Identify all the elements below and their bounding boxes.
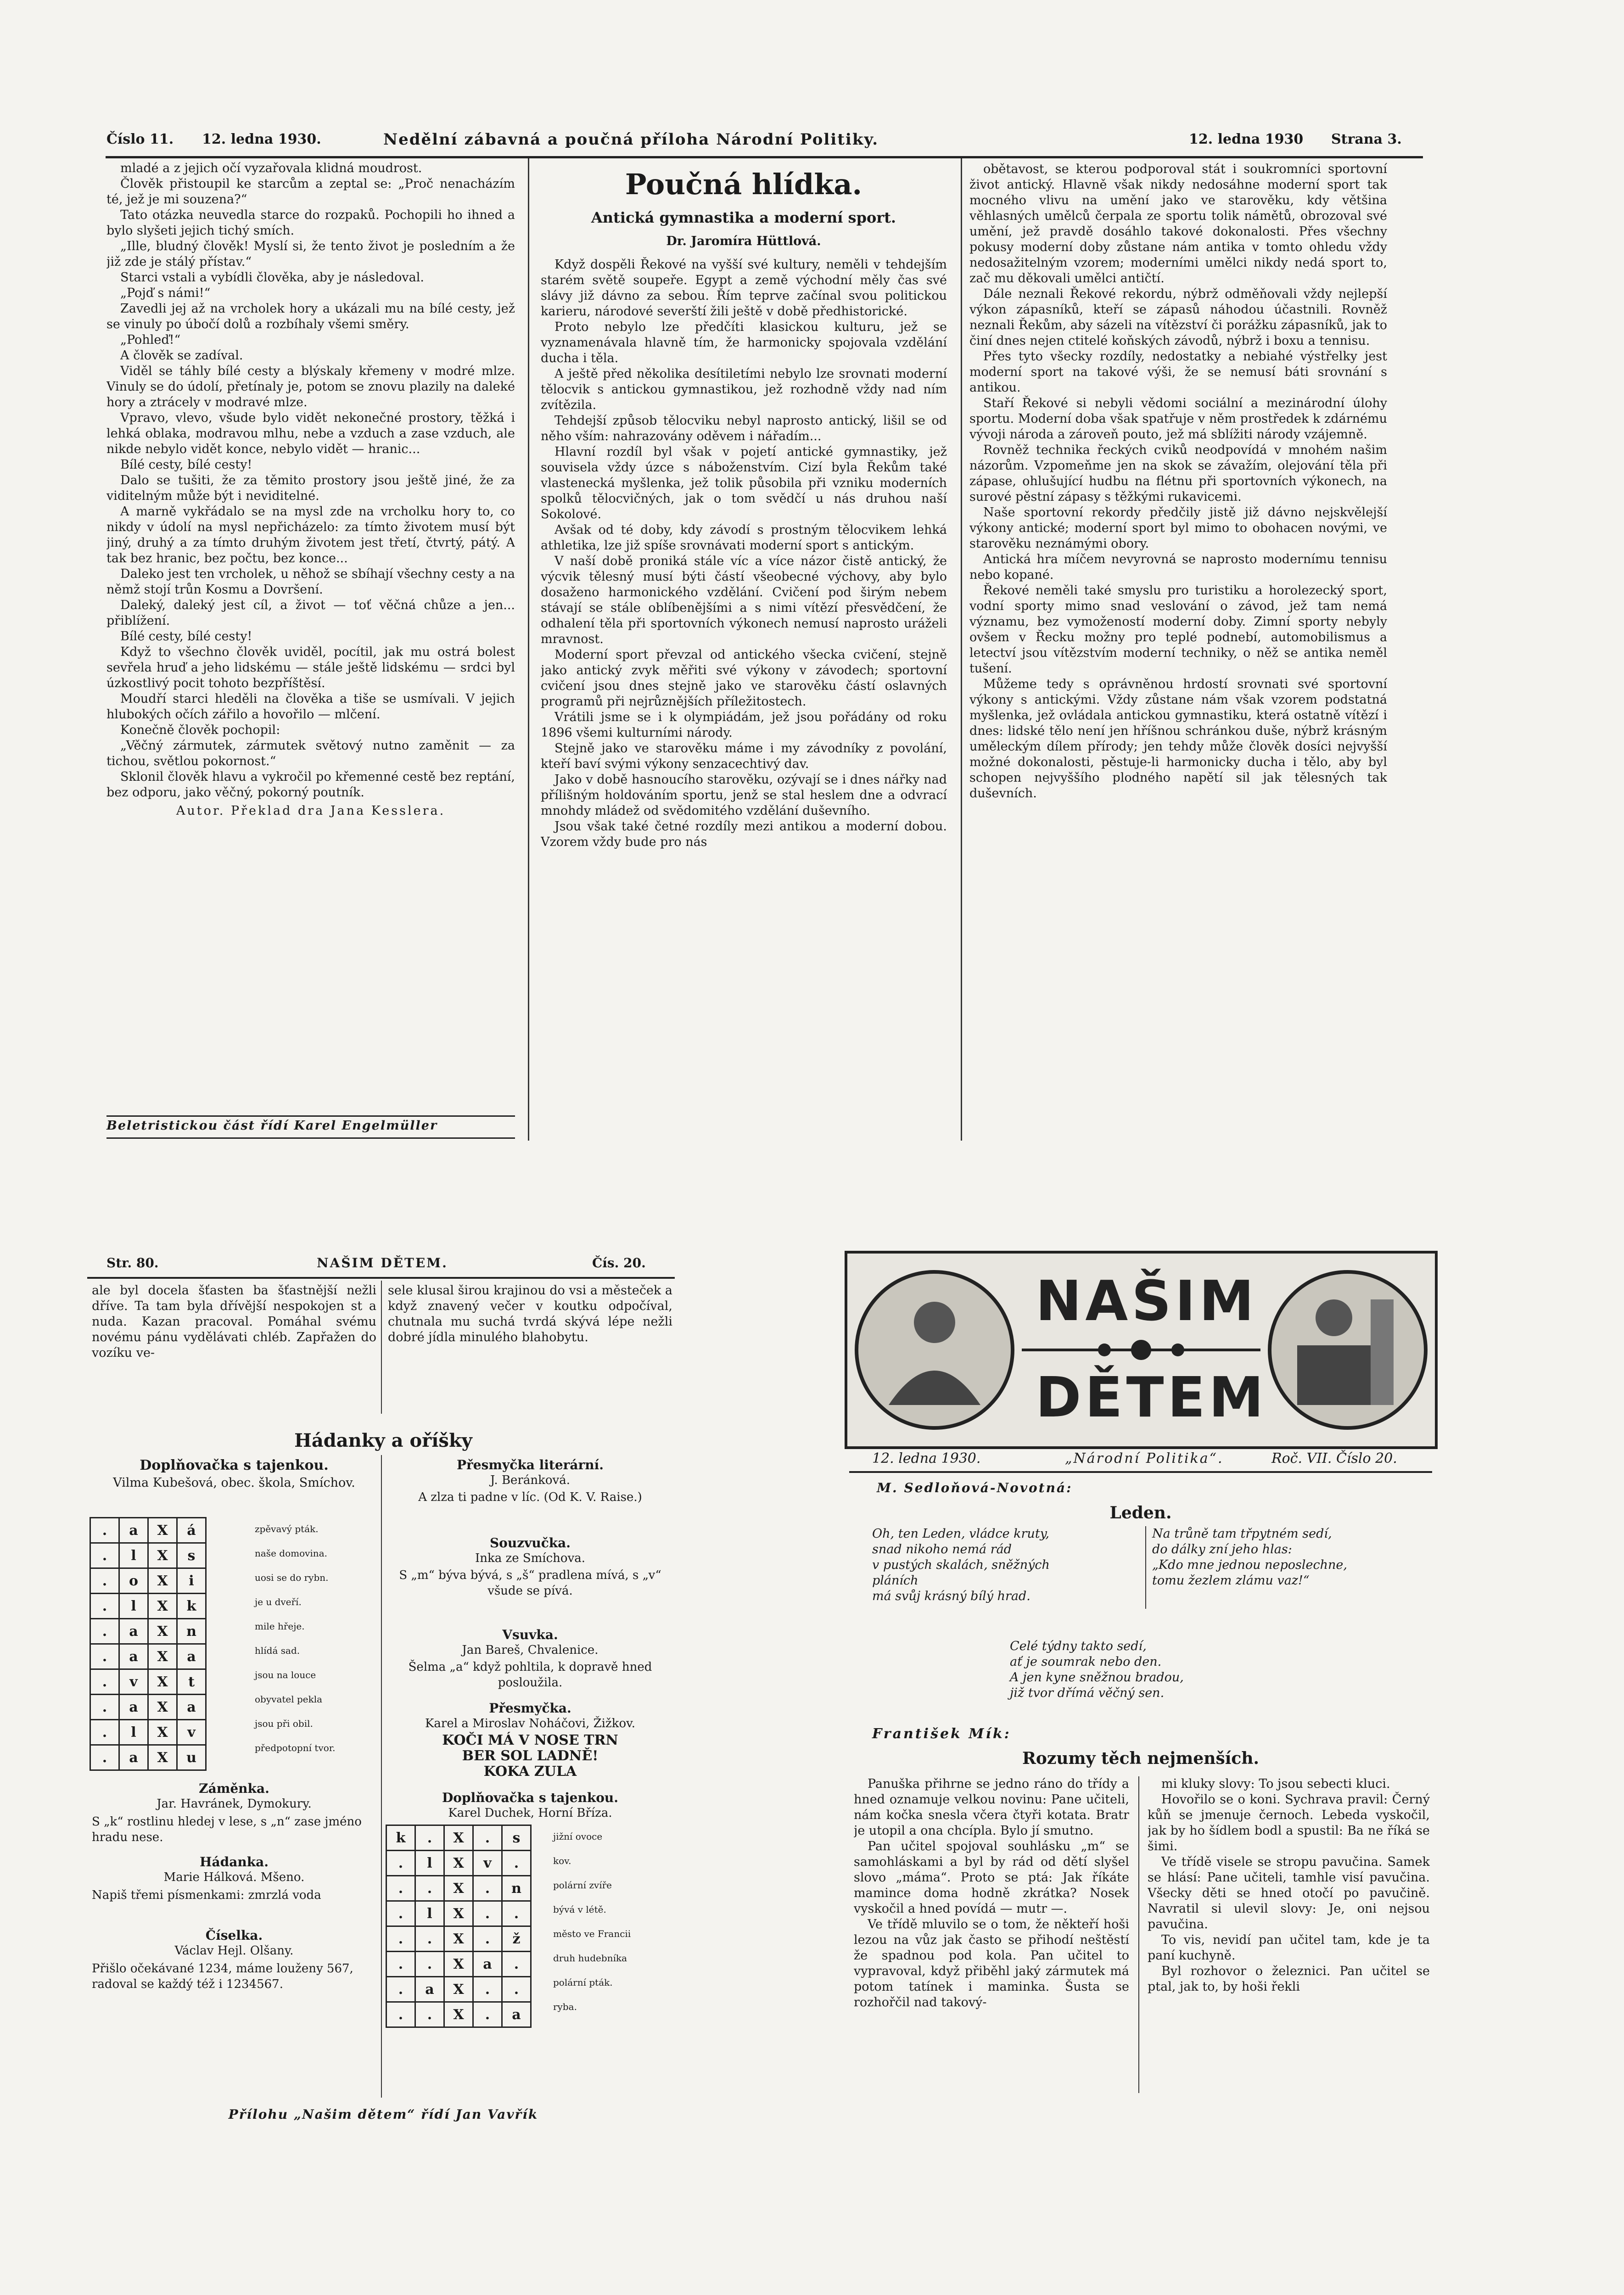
poem-line: A jen kyne sněžnou bradou, xyxy=(1010,1670,1184,1685)
grid-cell: a xyxy=(502,2002,531,2027)
grid-row xyxy=(386,1825,531,1851)
grid-clue: bývá v létě. xyxy=(553,1904,606,1915)
grid-cell: X xyxy=(148,1594,177,1619)
dopln2-labels xyxy=(553,1825,672,2019)
poem-line: tomu žezlem zlámu vaz!“ xyxy=(1152,1573,1310,1588)
dopln1-labels xyxy=(255,1517,374,1760)
grid-clue: kov. xyxy=(553,1855,571,1866)
grid-cell: . xyxy=(415,1825,444,1851)
grid-cell: . xyxy=(386,1926,415,1952)
grid-row xyxy=(90,1720,206,1745)
grid-cell: n xyxy=(177,1619,206,1644)
grid-cell: . xyxy=(473,1825,502,1851)
grid-cell: . xyxy=(90,1669,119,1695)
grid-clue: naše domovina. xyxy=(255,1548,327,1559)
grid-cell: v xyxy=(119,1669,148,1695)
grid-cell: . xyxy=(90,1543,119,1568)
vsuvka-text: Šelma „a“ když pohltila, k dopravě hned posloužila. xyxy=(408,1660,652,1690)
story-paragraph: Tato otázka neuvedla starce do rozpaků. Pochopili ho ihned a bylo slyšeti jejich tichý smích. xyxy=(106,208,515,238)
grid-cell: . xyxy=(415,1876,444,1901)
presmycka1-text: A zlza ti padne v líc. (Od K. V. Raise.) xyxy=(418,1490,642,1504)
grid-cell: . xyxy=(386,1851,415,1876)
grid-cell: o xyxy=(119,1568,148,1594)
grid-cell: . xyxy=(502,1977,531,2002)
grid-cell: X xyxy=(444,2002,473,2027)
poem-line: v pustých skalách, sněžných xyxy=(872,1558,1050,1572)
article-paragraph: Můžeme tedy s oprávněnou hrdostí srovnati své sportovní výkony s antickými. Vždy zůstane nám však vzorem podstatná myšlenka, jež ovládala antickou gymnastiku, která ostatně vítězí i dnes: lidské tělo není jen hříšnou schránkou duše, nýbrž krásným uměleckým dílem přírody; jen tehdy může člověk dosíci nejvyšší možné dokonalosti, pěstuje-li harmonicky ducha i tělo, aby byl schopen nejvyššího plodného napětí sil jak tělesných tak duševních. xyxy=(969,677,1387,800)
dopln1-grid-wrap xyxy=(90,1517,207,1771)
zamenka-title: Záměnka. xyxy=(199,1781,269,1796)
poem-line: snad nikoho nemá rád xyxy=(872,1542,1012,1556)
translator-credit: Autor. Překlad dra Jana Kesslera. xyxy=(176,804,446,818)
date-left: 12. ledna 1930. xyxy=(202,131,321,147)
article-paragraph: V naší době proniká stále víc a více názor čistě antický, že výcvik tělesný musí býti částí všeobecné výchovy, aby bylo dosaženo harmonického vzdělání. Cvičení pod širým nebem stávají se stále oblíbenějšími a s nimi vítězí přesvědčení, že odhalení těla při sportovních výkonech nemusí naprosto uráželi mravnost. xyxy=(541,554,947,646)
story-paragraph: Panuška přihrne se jedno ráno do třídy a hned oznamuje velkou novinu: Pane učiteli, nám kočka snesla včera čtyři kotata. Bratr je utopil a ona chcípla. Bylo jí smutno. xyxy=(854,1777,1129,1838)
grid-cell: . xyxy=(386,1952,415,1977)
grid-cell: k xyxy=(386,1825,415,1851)
grid-cell: X xyxy=(444,1901,473,1926)
story-paragraph: Bílé cesty, bílé cesty! xyxy=(120,458,252,472)
grid-cell: . xyxy=(473,1901,502,1926)
grid-row xyxy=(386,1926,531,1952)
zamenka-author: Jar. Havránek, Dymokury. xyxy=(157,1797,312,1811)
article-paragraph: A ještě před několika desítiletími nebylo lze srovnati moderní tělocvik s antickou gymnastikou, jež rozhodně vždy nad ním zvítězila. xyxy=(541,367,947,412)
riddles-title: Hádanky a oříšky xyxy=(294,1430,472,1451)
grid-cell: a xyxy=(473,1952,502,1977)
grid-cell: s xyxy=(177,1543,206,1568)
story-paragraph: Ve třídě visele se stropu pavučina. Samek se hlásí: Pane učiteli, tamhle visí pavučina. Všecky děti se hned otočí po pavučině. Navratil si ulevil slovy: Je, oni nejsou pavučina. xyxy=(1148,1855,1430,1931)
grid-cell: ž xyxy=(502,1926,531,1952)
grid-clue: je u dveří. xyxy=(255,1596,302,1607)
grid-cell: X xyxy=(148,1543,177,1568)
grid-cell: . xyxy=(90,1745,119,1770)
poem-line: Oh, ten Leden, vládce kruty, xyxy=(872,1527,1049,1541)
grid-cell: X xyxy=(444,1977,473,2002)
dopln2-grid xyxy=(386,1825,532,2028)
hadanka-text: Napiš třemi písmenkami: zmrzlá voda xyxy=(92,1888,321,1902)
grid-cell: . xyxy=(473,1926,502,1952)
story-paragraph: A marně vykřádalo se na mysl zde na vrcholku hory to, co nikdy v údolí na mysl nepřicházelo: za tímto životem musí být jiný, druhý a za tímto druhým životem jest třetí, čtvrtý, pátý. A tak bez hranic, bez počtu, bez konce... xyxy=(106,504,515,565)
divider-bottom-1 xyxy=(381,1281,382,1414)
grid-cell: a xyxy=(119,1695,148,1720)
grid-cell: X xyxy=(444,1952,473,1977)
kazan-continuation-mid: sele klusal širou krajinou do vsi a městeček a když znavený večer v koutku odpočíval, chutnala mu suchá tvrdá skývá lépe nežli dobré jídla minulého blahobytu. xyxy=(388,1283,672,1344)
bottom-section-title: NAŠIM DĚTEM. xyxy=(317,1255,448,1271)
poem-line: ať je soumrak nebo den. xyxy=(1010,1655,1162,1669)
story-paragraph: Daleko jest ten vrcholek, u něhož se sbíhají všechny cesty a na němž stojí trůn Kosmu a Dovršení. xyxy=(106,567,515,597)
grid-cell: . xyxy=(386,1901,415,1926)
grid-cell: X xyxy=(148,1644,177,1669)
grid-cell: u xyxy=(177,1745,206,1770)
grid-clue: obyvatel pekla xyxy=(255,1694,323,1705)
article-paragraph: Jsou však také četné rozdíly mezi antikou a moderní dobou. Vzorem vždy bude pro nás xyxy=(541,819,947,849)
dopln1-grid xyxy=(90,1517,207,1771)
article-paragraph: Řekové neměli také smyslu pro turistiku a horolezecký sport, vodní sporty mimo snad veslování o závod, jež tam nemá významu, bez vymožeností moderní doby. Zimní sporty nebyly ovšem v Řecku možny pro teplé podnebí, automobilismus a letectví jsou vítězstvím moderní techniky, o něž se antika neměl tušení. xyxy=(969,583,1387,676)
vsuvka-title: Vsuvka. xyxy=(502,1627,558,1642)
grid-row xyxy=(90,1644,206,1669)
grid-cell: . xyxy=(90,1695,119,1720)
grid-cell: . xyxy=(90,1568,119,1594)
grid-clue: jsou při obil. xyxy=(255,1718,313,1729)
poem-line: již tvor dřímá věčný sen. xyxy=(1010,1686,1165,1700)
grid-cell: t xyxy=(177,1669,206,1695)
grid-cell: a xyxy=(119,1619,148,1644)
grid-cell: v xyxy=(473,1851,502,1876)
article-paragraph: Když dospěli Řekové na vyšší své kultury, neměli v tehdejším starém světě soupeře. Egypt a země východní měly čas své slávy již dávno za sebou. Řím teprve začínal svou politickou karieru, národové severští žili ještě v době předhistorické. xyxy=(541,257,947,319)
poem-line: „Kdo mne jednou neposlechne, xyxy=(1152,1558,1347,1572)
nd-paper: „Národní Politika“. xyxy=(1065,1450,1224,1467)
grid-row xyxy=(90,1669,206,1695)
grid-cell: X xyxy=(148,1695,177,1720)
grid-row xyxy=(386,1977,531,2002)
grid-cell: l xyxy=(415,1851,444,1876)
grid-cell: X xyxy=(444,1926,473,1952)
grid-clue: mile hřeje. xyxy=(255,1621,305,1632)
grid-cell: . xyxy=(386,2002,415,2027)
grid-cell: a xyxy=(415,1977,444,2002)
cislice-author: Václav Hejl. Olšany. xyxy=(174,1944,294,1958)
poem-line: do dálky zní jeho hlas: xyxy=(1152,1542,1292,1556)
grid-cell: X xyxy=(444,1825,473,1851)
grid-cell: . xyxy=(415,1926,444,1952)
grid-row xyxy=(90,1594,206,1619)
grid-cell: á xyxy=(177,1518,206,1543)
article-paragraph: Avšak od té doby, kdy závodí s prostným tělocvikem lehká athletika, lze již spíše srovnávati moderní sport s antickým. xyxy=(541,523,947,553)
grid-row xyxy=(386,1876,531,1901)
story-paragraph: Starci vstali a vybídli člověka, aby je následoval. xyxy=(120,270,424,285)
grid-clue: město ve Francii xyxy=(553,1928,631,1939)
grid-clue: zpěvavý pták. xyxy=(255,1523,319,1534)
grid-cell: . xyxy=(502,1952,531,1977)
grid-clue: polární zvíře xyxy=(553,1880,612,1891)
story-paragraph: Byl rozhovor o železnici. Pan učitel se ptal, jak to, by hoši řekli xyxy=(1148,1964,1430,1994)
story-paragraph: „Pohleď!“ xyxy=(120,333,181,347)
grid-cell: X xyxy=(148,1669,177,1695)
story-paragraph: Pan učitel spojoval souhlásku „m“ se samohláskami a byl by rád od dětí slyšel slovo „máma“. Proto se ptá: Jak říkáte mamince doma hodně zkrátka? Nosek vyskočil a hned povídá — mutr —. xyxy=(854,1839,1129,1916)
grid-cell: . xyxy=(502,1851,531,1876)
grid-clue: ryba. xyxy=(553,2001,577,2012)
dopln2-grid-wrap xyxy=(386,1825,532,2028)
hadanka-author: Marie Hálková. Mšeno. xyxy=(163,1870,305,1884)
story2-author: František Mík: xyxy=(872,1726,1011,1742)
footer-credit: Přílohu „Našim dětem“ řídí Jan Vavřík xyxy=(228,2107,538,2122)
story2-divider xyxy=(1138,1776,1139,2093)
grid-cell: a xyxy=(119,1644,148,1669)
poucna-title: Poučná hlídka. xyxy=(625,168,862,201)
grid-clue: jižní ovoce xyxy=(553,1831,603,1842)
grid-clue: jsou na louce xyxy=(255,1669,316,1680)
date-right: 12. ledna 1930 xyxy=(1189,131,1304,147)
grid-cell: a xyxy=(119,1745,148,1770)
presmycka2-author: Karel a Miroslav Noháčovi, Žižkov. xyxy=(425,1717,635,1730)
story-left-bottom-rule-2 xyxy=(106,1137,515,1139)
grid-cell: i xyxy=(177,1568,206,1594)
story-paragraph: „Pojď s námi!“ xyxy=(120,286,211,300)
logo-word-top: NAŠIM xyxy=(1036,1270,1258,1333)
grid-row xyxy=(90,1568,206,1594)
nd-date: 12. ledna 1930. xyxy=(872,1450,981,1467)
story-paragraph: Člověk přistoupil ke starcům a zeptal se: „Proč nenacházím té, jež je mi souzena?“ xyxy=(106,177,515,207)
grid-row xyxy=(90,1518,206,1543)
story-paragraph: Moudří starci hleděli na člověka a tiše se usmívali. V jejich hlubokých očích zářilo a hovořilo — mlčení. xyxy=(106,692,515,722)
article-paragraph: Antická hra míčem nevyrovná se naprosto modernímu tennisu nebo kopané. xyxy=(969,552,1387,582)
divider-2 xyxy=(961,158,962,1141)
page-number: Strana 3. xyxy=(1331,131,1402,147)
story-paragraph: To vis, nevidí pan učitel tam, kde je ta paní kuchyně. xyxy=(1148,1933,1430,1963)
souzvucka-title: Souzvučka. xyxy=(489,1535,571,1551)
grid-cell: X xyxy=(148,1619,177,1644)
grid-row xyxy=(386,1952,531,1977)
bottom-issue-number: Čís. 20. xyxy=(592,1255,646,1271)
poem-line: Na trůně tam třpytném sedí, xyxy=(1152,1527,1332,1541)
story-paragraph: mladé a z jejich očí vyzařovala klidná moudrost. xyxy=(120,161,422,175)
poem-author: M. Sedloňová-Novotná: xyxy=(877,1480,1073,1495)
poem-divider xyxy=(1145,1526,1146,1609)
poucna-subtitle: Antická gymnastika a moderní sport. xyxy=(591,209,896,226)
souzvucka-text: S „m“ býva bývá, s „š“ pradlena mívá, s „v“ všude se pívá. xyxy=(399,1568,661,1598)
nd-volume: Roč. VII. Číslo 20. xyxy=(1271,1450,1397,1467)
story-paragraph: „Věčný zármutek, zármutek světový nutno zaměnit — za tichou, světlou pokornost.“ xyxy=(106,739,515,768)
story-paragraph: A člověk se zadíval. xyxy=(120,348,243,363)
story-paragraph: Dalo se tušiti, že za těmito prostory jsou ještě jiné, že za viditelným může být i neviditelné. xyxy=(106,473,515,503)
grid-cell: l xyxy=(415,1901,444,1926)
grid-clue: druh hudebníka xyxy=(553,1953,627,1964)
souzvucka-author: Inka ze Smíchova. xyxy=(475,1551,586,1565)
right-column xyxy=(969,162,1387,1139)
grid-cell: . xyxy=(473,1876,502,1901)
story-paragraph: Když to všechno člověk uviděl, pocítil, jak mu ostrá bolest sevřela hruď a jeho lidskému — stále ještě lidskému — srdci byl úzkostlivý pocit tohoto bezpříštěsí. xyxy=(106,645,515,690)
grid-cell: a xyxy=(177,1695,206,1720)
grid-cell: l xyxy=(119,1543,148,1568)
story-paragraph: Hovořilo se o koni. Sychrava pravil: Černý kůň se jmenuje černoch. Lebeda vyskočil, jak by ho šídlem bodl a spustil: Ba ne říká se šimi. xyxy=(1148,1792,1430,1853)
story-left-bottom-rule xyxy=(106,1115,515,1117)
grid-cell: . xyxy=(90,1594,119,1619)
divider-1 xyxy=(528,158,529,1141)
grid-cell: . xyxy=(415,2002,444,2027)
grid-cell: X xyxy=(444,1876,473,1901)
dopln1-title: Doplňovačka s tajenkou. xyxy=(140,1457,329,1473)
story2-right-column xyxy=(1148,1776,1430,2098)
vsuvka-author: Jan Bareš, Chvalenice. xyxy=(462,1643,599,1657)
presmycka1-title: Přesmyčka literární. xyxy=(456,1457,604,1472)
poem-title: Leden. xyxy=(1109,1503,1172,1523)
header-rule xyxy=(106,156,1423,158)
grid-cell: . xyxy=(502,1901,531,1926)
grid-row xyxy=(90,1619,206,1644)
article-paragraph: Tehdejší způsob tělocviku nebyl naprosto antický, lišil se od něho vším: nahrazovány oděvem i nářadím... xyxy=(541,414,947,443)
grid-clue: předpotopní tvor. xyxy=(255,1742,336,1753)
poucna-author: Dr. Jaromíra Hüttlová. xyxy=(666,234,821,248)
grid-row xyxy=(386,1901,531,1926)
grid-row xyxy=(90,1543,206,1568)
cislice-text: Přišlo očekávané 1234, máme louženy 567, radoval se každý též i 1234567. xyxy=(92,1962,353,1991)
dopln1-author: Vilma Kubešová, obec. škola, Smíchov. xyxy=(113,1476,355,1490)
grid-cell: . xyxy=(473,2002,502,2027)
story-paragraph: „Ille, bludný člověk! Myslí si, že tento život je posledním a že již zde je stálý přístav.“ xyxy=(106,239,515,269)
article-paragraph: Jako v době hasnoucího starověku, ozývají se i dnes nářky nad přílišným holdováním sportu, jenž se stal heslem dne a odvrací mnohdy mládež od svědomitého vzdělání duševního. xyxy=(541,772,947,818)
grid-clue: hlídá sad. xyxy=(255,1645,300,1656)
article-paragraph: Přes tyto všecky rozdíly, nedostatky a nebiahé výstřelky jest moderní sport na takové výši, že se nemusí báti srovnání s antikou. xyxy=(969,349,1387,395)
nd-rule xyxy=(849,1471,1432,1473)
divider-bottom-2 xyxy=(381,1455,382,2098)
grid-cell: . xyxy=(90,1644,119,1669)
grid-cell: v xyxy=(177,1720,206,1745)
grid-row xyxy=(90,1695,206,1720)
bottom-page-number: Str. 80. xyxy=(106,1255,159,1271)
article-paragraph: obětavost, se kterou podporoval stát i soukromníci sportovní život antický. Hlavně však nikdy nedosáhne moderní sport tak mocného vlivu na umění jako ve starověku, kdy většina věhlasných umělců čerpala ze sportu tolik námětů, obrozoval své umění, jež pravdě dosáhlo takové dokonalosti. Přes všechny pokusy moderní doby zůstane nám antika v tomto ohledu vždy nedosažitelným vzorem; moderními umělci nikdy nedá sport to, zač mu děkovali umělci antičtí. xyxy=(969,162,1387,285)
grid-cell: . xyxy=(415,1952,444,1977)
grid-cell: X xyxy=(148,1745,177,1770)
poem-left xyxy=(872,1526,1143,1604)
dopln2-author: Karel Duchek, Horní Bříza. xyxy=(448,1806,612,1820)
grid-cell: X xyxy=(148,1720,177,1745)
presmycka1-author: J. Beránková. xyxy=(490,1473,570,1487)
grid-cell: a xyxy=(119,1518,148,1543)
article-paragraph: Dále neznali Řekové rekordu, nýbrž odměňovali vždy nejlepší výkon zápasníků, kteří se zápasů náhodou účastnili. Rovněž neznali Řekům, aby sázeli na vítězství či porážku zápasníků, jak to činí dnes nejen ctitelé koňských závodů, nýbrž i boxu a tennisu. xyxy=(969,287,1387,348)
grid-cell: X xyxy=(444,1851,473,1876)
grid-cell: . xyxy=(90,1720,119,1745)
story2-left-column xyxy=(854,1776,1129,2098)
story-paragraph: Daleký, daleký jest cíl, a život — toť věčná chůze a jen... přiblížení. xyxy=(106,598,515,628)
poem-right xyxy=(1152,1526,1428,1589)
hadanka-title: Hádanka. xyxy=(200,1854,269,1870)
kazan-continuation-left: ale byl docela šťasten ba šťastnější nežli dříve. Ta tam byla dřívější nespokojen st a nuda. Kazan pracoval. Pomáhal svému novému pánu vydělávati chléb. Zapřažen do vozíku ve- xyxy=(92,1283,376,1360)
story-paragraph: Sklonil člověk hlavu a vykročil po křemenné cestě bez reptání, bez odporu, jako věčný, pokorný poutník. xyxy=(106,770,515,800)
article-paragraph: Staří Řekové si nebyli vědomi sociální a mezinárodní úlohy sportu. Moderní doba však spatřuje v něm prostředek k zdárnému vývoji národa a zároveň pouto, jež má sblížiti národy vzájemně. xyxy=(969,396,1387,442)
grid-cell: l xyxy=(119,1594,148,1619)
logo-word-bottom: DĚTEM xyxy=(1036,1366,1267,1430)
grid-cell: l xyxy=(119,1720,148,1745)
story-paragraph: Ve třídě mluvilo se o tom, že někteří hoši lezou na vůz jak často se přihodí neštěstí že spadnou pod kola. Pan učitel to vypravoval, když přiběhl jaký zármutek má potom tatínek i maminka. Šusta se rozhořčil nad takový- xyxy=(854,1917,1129,2010)
editor-credit: Beletristickou část řídí Karel Engelmüller xyxy=(106,1119,438,1133)
presmycka2-title: Přesmyčka. xyxy=(489,1701,571,1716)
story-left-column xyxy=(106,161,515,1138)
poem-line: Celé týdny takto sedí, xyxy=(1010,1639,1147,1653)
story-paragraph: Bílé cesty, bílé cesty! xyxy=(120,629,252,644)
grid-cell: . xyxy=(90,1619,119,1644)
dopln2-title: Doplňovačka s tajenkou. xyxy=(442,1790,619,1805)
poem-line: pláních xyxy=(872,1573,918,1588)
poucna-column xyxy=(541,257,947,1138)
article-paragraph: Proto nebylo lze předčíti klasickou kulturu, jež se vyznamenávala hlavně tím, že harmonicky spojovala vzdělání ducha i těla. xyxy=(541,320,947,365)
story-paragraph: Konečně člověk pochopil: xyxy=(120,723,280,737)
grid-row xyxy=(386,2002,531,2027)
article-paragraph: Moderní sport převzal od antického všecka cvičení, stejně jako antický zvyk měřiti své výkony v závodech; sportovní cvičení jsou dnes stejně jako ve starověku částí oslavných programů při nejrůznějších příležitostech. xyxy=(541,648,947,709)
grid-cell: a xyxy=(177,1644,206,1669)
zamenka-text: S „k“ rostlinu hledej v lese, s „n“ zase jméno hradu nese. xyxy=(92,1815,362,1844)
story-paragraph: Vpravo, vlevo, všude bylo vidět nekonečné prostory, těžká i lehká oblaka, modravou mlhu, nebe a vzduch a zase vzduch, ale nikde nebylo vidět konce, nebylo vidět — hranic... xyxy=(106,411,515,456)
article-paragraph: Vrátili jsme se i k olympiádám, jež jsou pořádány od roku 1896 všemi kulturními národy. xyxy=(541,710,947,740)
bottom-header-rule xyxy=(87,1277,675,1279)
poem-end xyxy=(1010,1639,1285,1701)
grid-cell: . xyxy=(386,1876,415,1901)
masthead: Nedělní zábavná a poučná příloha Národní Politiky. xyxy=(383,130,879,149)
grid-cell: . xyxy=(386,1977,415,2002)
grid-row xyxy=(386,1851,531,1876)
grid-cell: n xyxy=(502,1876,531,1901)
grid-clue: uosi se do rybn. xyxy=(255,1572,329,1583)
poem-line: má svůj krásný bílý hrad. xyxy=(872,1589,1030,1603)
grid-cell: X xyxy=(148,1568,177,1594)
nasim-detem-logo xyxy=(845,1251,1438,1449)
story2-title: Rozumy těch nejmenších. xyxy=(1022,1749,1260,1768)
grid-cell: . xyxy=(473,1977,502,2002)
grid-cell: . xyxy=(90,1518,119,1543)
grid-row xyxy=(90,1745,206,1770)
grid-cell: X xyxy=(148,1518,177,1543)
story-paragraph: Zavedli jej až na vrcholek hory a ukázali mu na bílé cesty, jež se vinuly po úbočí dolů a rozbíhaly všemi směry. xyxy=(106,302,515,331)
grid-cell: k xyxy=(177,1594,206,1619)
presmycka2-text: KOČI MÁ V NOSE TRN BER SOL LADNĚ! KOKA ZULA xyxy=(442,1732,618,1780)
article-paragraph: Naše sportovní rekordy předčily jistě již dávno nejskvělejší výkony antické; moderní sport byl mimo to obohacen novými, ve starověku neznámými obory. xyxy=(969,505,1387,551)
issue-number: Číslo 11. xyxy=(106,131,174,147)
story-paragraph: mi kluky slovy: To jsou sebecti kluci. xyxy=(1161,1777,1390,1791)
story-paragraph: Viděl se táhly bílé cesty a blýskaly křemeny v modré mlze. Vinuly se do údolí, přetínaly je, potom se znovu plazily na daleké hory a ztrácely v modravé mlze. xyxy=(106,364,515,409)
cislice-title: Číselka. xyxy=(205,1928,263,1943)
grid-cell: s xyxy=(502,1825,531,1851)
grid-clue: polární pták. xyxy=(553,1977,613,1988)
article-paragraph: Stejně jako ve starověku máme i my závodníky z povolání, kteří baví svými výkony senzacechtivý dav. xyxy=(541,741,947,771)
article-paragraph: Hlavní rozdíl byl však v pojetí antické gymnastiky, jež souvisela vždy úzce s náboženstvím. Cizí byla Řekům také vlastenecká myšlenka, jež tolik působila při vzniku moderních spolků tělocvičných, jak o tom svědčí u nás druhou naší Sokolové. xyxy=(541,445,947,521)
article-paragraph: Rovněž technika řeckých cviků neodpovídá v mnohém našim názorům. Vzpomeňme jen na skok se závažím, olejování těla při zápase, ohlušující hudbu na flétnu při sportovních výkonech, na surové pěstní zápasy s těžkými rukavicemi. xyxy=(969,443,1387,504)
